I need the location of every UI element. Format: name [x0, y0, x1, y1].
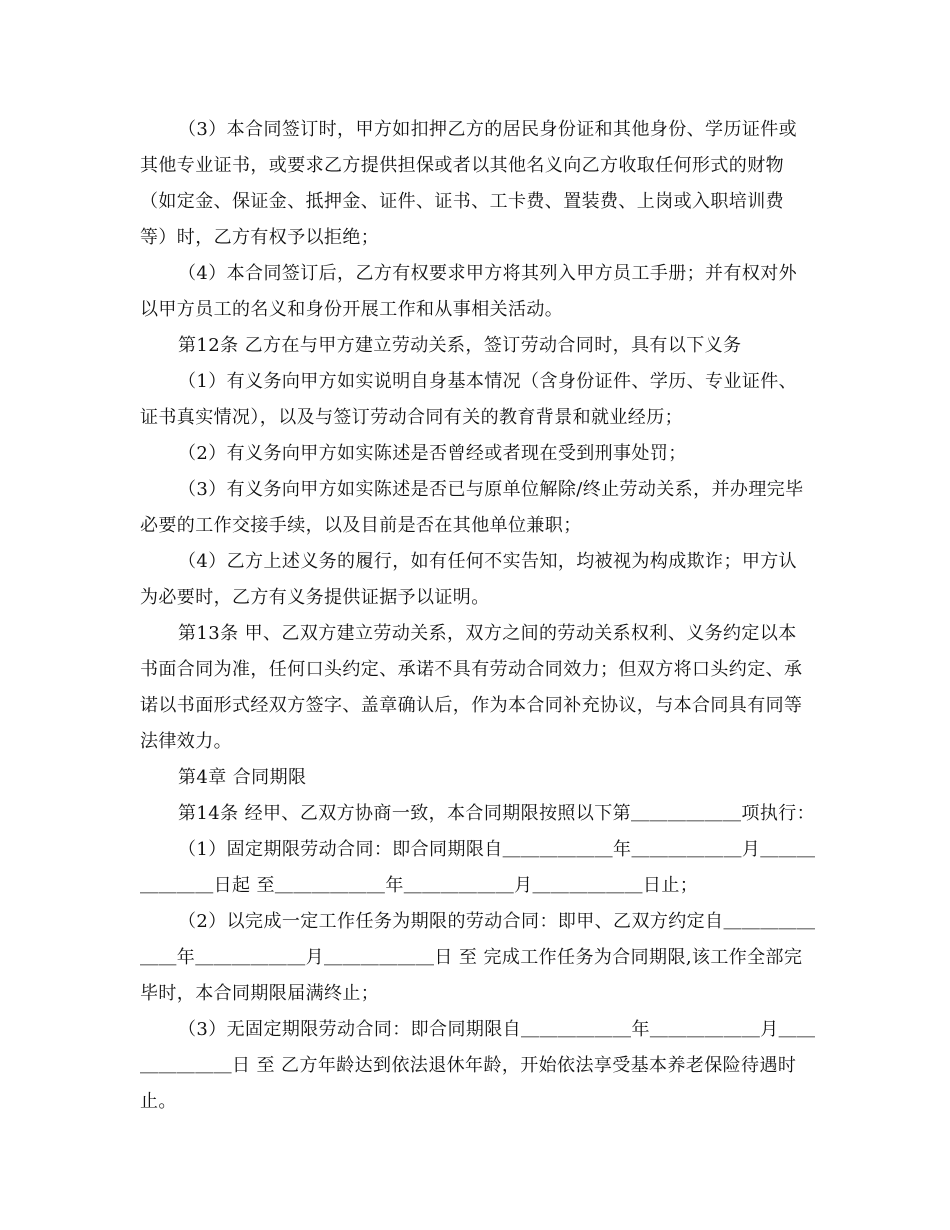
article-13-heading: 第13条 甲、乙双方建立劳动关系，双方之间的劳动关系权利、义务约定以本 [178, 623, 797, 644]
text-line-28: 止。 [140, 1091, 177, 1112]
text-line-8: （1）有义务向甲方如实说明自身基本情况（含身份证件、学历、专业证件、 [178, 371, 798, 392]
text-line-24: ＿＿年＿＿＿＿＿＿月＿＿＿＿＿＿日 至 完成工作任务为合同期限,该工作全部完 [140, 947, 803, 968]
text-line-6: 以甲方员工的名义和身份开展工作和从事相关活动。 [140, 299, 564, 320]
text-line-4: 等）时，乙方有权予以拒绝； [140, 227, 380, 248]
text-line-16: 书面合同为准，任何口头约定、承诺不具有劳动合同效力；但双方将口头约定、承 [140, 659, 803, 680]
chapter-4-heading: 第4章 合同期限 [178, 767, 307, 788]
text-line-3: （如定金、保证金、抵押金、证件、证书、工卡费、置装费、上岗或入职培训费 [140, 191, 784, 212]
text-line-10: （2）有义务向甲方如实陈述是否曾经或者现在受到刑事处罚； [178, 443, 687, 464]
text-line-26: （3）无固定期限劳动合同：即合同期限自＿＿＿＿＿＿年＿＿＿＿＿＿月＿＿ [178, 1019, 816, 1040]
text-line-13: （4）乙方上述义务的履行，如有任何不实告知，均被视为构成欺诈；甲方认 [178, 551, 798, 572]
text-line-9: 证书真实情况），以及与签订劳动合同有关的教育背景和就业经历； [140, 407, 683, 428]
text-line-2: 其他专业证书，或要求乙方提供担保或者以其他名义向乙方收取任何形式的财物 [140, 155, 784, 176]
article-12-heading: 第12条 乙方在与甲方建立劳动关系，签订劳动合同时，具有以下义务 [178, 335, 742, 356]
text-line-11: （3）有义务向甲方如实陈述是否已与原单位解除/终止劳动关系，并办理完毕 [178, 479, 804, 500]
article-14-heading: 第14条 经甲、乙双方协商一致，本合同期限按照以下第＿＿＿＿＿＿项执行： [178, 803, 816, 824]
text-line-14: 为必要时，乙方有义务提供证据予以证明。 [140, 587, 490, 608]
text-line-12: 必要的工作交接手续，以及目前是否在其他单位兼职； [140, 515, 582, 536]
text-line-23: （2）以完成一定工作任务为期限的劳动合同：即甲、乙双方约定自＿＿＿＿＿ [178, 911, 816, 932]
text-line-18: 法律效力。 [140, 731, 232, 752]
text-line-21: （1）固定期限劳动合同：即合同期限自＿＿＿＿＿＿年＿＿＿＿＿＿月＿＿＿ [178, 839, 816, 860]
text-line-5: （4）本合同签订后，乙方有权要求甲方将其列入甲方员工手册；并有权对外 [178, 263, 798, 284]
text-line-25: 毕时，本合同期限届满终止； [140, 983, 380, 1004]
text-line-22: ＿＿＿＿日起 至＿＿＿＿＿＿年＿＿＿＿＿＿月＿＿＿＿＿＿日止； [140, 875, 699, 896]
text-line-17: 诺以书面形式经双方签字、盖章确认后，作为本合同补充协议，与本合同具有同等 [140, 695, 803, 716]
text-line-27: ＿＿＿＿＿日 至 乙方年龄达到依法退休年龄，开始依法享受基本养老保险待遇时 [140, 1055, 797, 1076]
text-line-1: （3）本合同签订时，甲方如扣押乙方的居民身份证和其他身份、学历证件或 [178, 119, 798, 140]
